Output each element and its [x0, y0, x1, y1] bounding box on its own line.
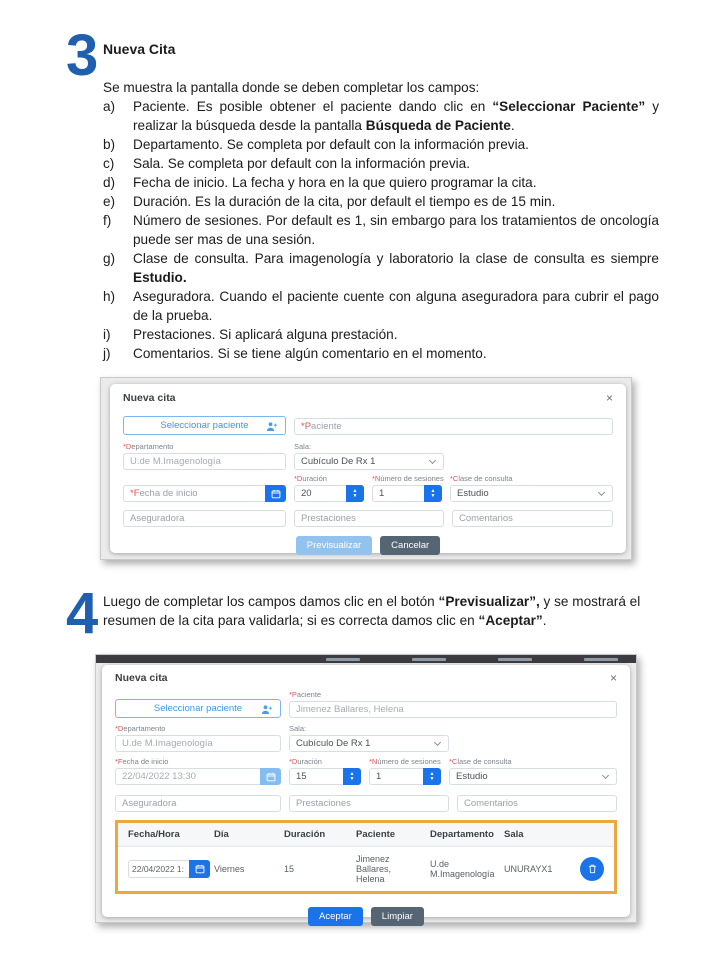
clase-selected-value: Estudio: [457, 488, 489, 499]
step4-paragraph: [103, 592, 643, 630]
spinner-up-icon: ▲: [352, 488, 358, 494]
intro-paragraph: Se muestra la pantalla donde se deben completar los campos:: [103, 80, 480, 95]
list-text: [133, 135, 659, 154]
row-dia: Viernes: [214, 864, 245, 874]
list-marker: e): [103, 194, 116, 209]
spinner-up-icon: ▲: [349, 771, 355, 777]
preview-table: [115, 820, 617, 894]
row-sala: UNURAYX1: [504, 864, 553, 874]
list-text: [133, 192, 659, 211]
text: Comentarios. Si se tiene algún comentario en el momento.: [133, 346, 487, 361]
bold-text: “Previsualizar”,: [438, 594, 540, 609]
list-text: [133, 173, 659, 192]
modal-nueva-cita: [110, 384, 626, 553]
sesiones-stepper[interactable]: [372, 485, 442, 502]
calendar-button[interactable]: [260, 768, 281, 785]
sala-label: Sala:: [289, 724, 307, 733]
text: Fecha de inicio. La fecha y hora en la que quiero programar la cita.: [133, 175, 537, 190]
step-number-4: 4: [66, 581, 99, 646]
select-patient-button[interactable]: [123, 416, 286, 435]
list-text: [133, 325, 659, 344]
sala-select[interactable]: [294, 453, 444, 470]
clase-consulta-label: *Clase de consulta: [449, 757, 512, 766]
aseguradora-input[interactable]: Aseguradora: [115, 795, 281, 812]
paciente-input[interactable]: Jimenez Ballares, Helena: [289, 701, 617, 718]
departamento-input[interactable]: U.de M.Imagenología: [115, 735, 281, 752]
field-description-list: [103, 97, 659, 363]
text: .: [542, 613, 547, 628]
screenshot-new-appointment-empty: [100, 377, 632, 560]
list-item-c: [103, 154, 659, 173]
comentarios-input[interactable]: Comentarios: [452, 510, 613, 527]
row-fecha-field[interactable]: [128, 860, 210, 878]
text: Aseguradora. Cuando el paciente cuente con alguna aseguradora para cubrir el pago de la prueba.: [133, 289, 659, 323]
text: Duración. Es la duración de la cita, por default el tiempo es de 15 min.: [133, 194, 556, 209]
clase-consulta-label: *Clase de consulta: [450, 474, 513, 483]
modal-nueva-cita: [102, 665, 630, 922]
fecha-inicio-input[interactable]: 22/04/2022 13:30: [115, 768, 260, 785]
prestaciones-input[interactable]: Prestaciones: [294, 510, 444, 527]
table-row: [118, 847, 614, 891]
prestaciones-input[interactable]: Prestaciones: [289, 795, 449, 812]
cancelar-button[interactable]: Cancelar: [380, 536, 440, 555]
sala-selected-value: Cubículo De Rx 1: [296, 738, 371, 749]
bold-text: “Aceptar”: [478, 613, 543, 628]
list-item-f: [103, 211, 659, 249]
person-add-icon: [261, 704, 273, 715]
fecha-inicio-label: *Fecha de inicio: [115, 757, 169, 766]
col-header-dia: Día: [214, 829, 229, 840]
calendar-button[interactable]: [189, 860, 210, 878]
duracion-label: *Duración: [289, 757, 322, 766]
duracion-stepper[interactable]: [289, 768, 361, 785]
list-text: [133, 211, 659, 249]
list-marker: c): [103, 156, 115, 171]
col-header-sala: Sala: [504, 829, 524, 840]
list-marker: f): [103, 213, 112, 228]
chevron-down-icon: [598, 488, 605, 495]
list-marker: j): [103, 346, 111, 361]
row-departamento: U.de M.Imagenología: [430, 859, 495, 879]
modal-title: Nueva cita: [123, 392, 176, 404]
text: Prestaciones. Si aplicará alguna prestación.: [133, 327, 398, 342]
spinner-down-icon: ▼: [430, 492, 436, 499]
table-header-row: [118, 823, 614, 847]
spinner-down-icon: ▼: [352, 492, 358, 499]
col-header-paciente: Paciente: [356, 829, 396, 840]
list-marker: d): [103, 175, 116, 190]
chevron-down-icon: [602, 771, 609, 778]
row-paciente: Jimenez Ballares, Helena: [356, 854, 392, 884]
text: Paciente. Es posible obtener el paciente dando clic en: [133, 99, 493, 114]
delete-row-button[interactable]: [580, 857, 604, 881]
select-patient-button[interactable]: [115, 699, 281, 718]
calendar-icon: [266, 772, 276, 782]
departamento-label: *Departamento: [115, 724, 166, 733]
spinner-down-icon: ▼: [429, 775, 435, 782]
duracion-stepper[interactable]: [294, 485, 364, 502]
modal-title: Nueva cita: [115, 672, 168, 684]
background-app-strip: [96, 655, 636, 663]
sala-select[interactable]: [289, 735, 449, 752]
calendar-icon: [195, 864, 205, 874]
list-item-h: [103, 287, 659, 325]
duracion-value[interactable]: 20: [294, 485, 346, 502]
sala-selected-value: Cubículo De Rx 1: [301, 456, 376, 467]
text: .: [510, 118, 515, 133]
sesiones-value[interactable]: 1: [369, 768, 423, 785]
list-text: [133, 287, 659, 325]
close-icon[interactable]: ×: [605, 391, 613, 405]
list-text: [133, 249, 659, 287]
list-marker: i): [103, 327, 111, 342]
text: Clase de consulta. Para imagenología y laboratorio la clase de consulta es siempre: [133, 251, 659, 266]
departamento-input[interactable]: U.de M.Imagenología: [123, 453, 286, 470]
aceptar-button[interactable]: Aceptar: [308, 907, 363, 926]
person-add-icon: [266, 421, 278, 432]
list-item-e: [103, 192, 659, 211]
spinner-buttons[interactable]: [343, 768, 361, 785]
select-patient-label: Seleccionar paciente: [153, 703, 243, 714]
step-number-3: 3: [66, 23, 99, 88]
duracion-value[interactable]: 15: [289, 768, 343, 785]
bold-text: Estudio.: [133, 270, 187, 285]
list-item-g: [103, 249, 659, 287]
list-text: [133, 97, 659, 135]
close-icon[interactable]: ×: [609, 671, 617, 685]
screenshot-new-appointment-preview: [95, 654, 637, 923]
sesiones-stepper[interactable]: [369, 768, 441, 785]
spinner-up-icon: ▲: [429, 771, 435, 777]
text: Sala. Se completa por default con la información previa.: [133, 156, 471, 171]
paciente-input[interactable]: *Paciente: [294, 418, 613, 435]
spinner-buttons[interactable]: [424, 485, 442, 502]
list-marker: b): [103, 137, 116, 152]
sesiones-value[interactable]: 1: [372, 485, 424, 502]
previsualizar-button[interactable]: Previsualizar: [296, 536, 372, 555]
chevron-down-icon: [429, 456, 436, 463]
comentarios-input[interactable]: Comentarios: [457, 795, 617, 812]
spinner-up-icon: ▲: [430, 488, 436, 494]
spinner-down-icon: ▼: [349, 775, 355, 782]
text: Luego de completar los campos damos clic en el botón: [103, 594, 439, 609]
duracion-label: *Duración: [294, 474, 327, 483]
list-text: [133, 344, 659, 363]
text: Número de sesiones. Por default es 1, sin embargo para los tratamientos de oncología puede ser mas de una sesión.: [133, 213, 659, 247]
list-item-a: [103, 97, 659, 135]
calendar-icon: [271, 489, 281, 499]
col-header-fecha-hora: Fecha/Hora: [128, 829, 180, 840]
text: y se mostrará el resumen de la cita para validarla; si es correcta damos clic en: [103, 594, 641, 628]
aseguradora-input[interactable]: Aseguradora: [123, 510, 286, 527]
limpiar-button[interactable]: Limpiar: [371, 907, 424, 926]
chevron-down-icon: [434, 738, 441, 745]
text: y realizar la búsqueda desde la pantalla: [133, 99, 659, 133]
list-marker: h): [103, 289, 116, 304]
select-patient-label: Seleccionar paciente: [160, 420, 249, 431]
bold-text: Búsqueda de Paciente: [365, 118, 511, 133]
bold-text: “Seleccionar Paciente”: [492, 99, 646, 114]
clase-consulta-select[interactable]: [449, 768, 617, 785]
list-item-d: [103, 173, 659, 192]
list-marker: a): [103, 99, 116, 114]
clase-consulta-select[interactable]: [450, 485, 613, 502]
list-item-j: [103, 344, 659, 363]
list-text: [133, 154, 659, 173]
delete-icon: [588, 864, 597, 874]
row-fecha-value[interactable]: 22/04/2022 1:: [128, 860, 189, 878]
departamento-label: *Departamento: [123, 442, 174, 451]
list-marker: g): [103, 251, 116, 266]
col-header-departamento: Departamento: [430, 829, 494, 840]
text: Departamento. Se completa por default con la información previa.: [133, 137, 529, 152]
spinner-buttons[interactable]: [423, 768, 441, 785]
sesiones-label: *Número de sesiones: [372, 474, 444, 483]
col-header-duracion: Duración: [284, 829, 326, 840]
row-duracion: 15: [284, 864, 295, 874]
list-item-i: [103, 325, 659, 344]
sesiones-label: *Número de sesiones: [369, 757, 441, 766]
section-title: Nueva Cita: [103, 41, 176, 57]
calendar-button[interactable]: [265, 485, 286, 502]
paciente-label: *Paciente: [289, 690, 322, 699]
list-item-b: [103, 135, 659, 154]
spinner-buttons[interactable]: [346, 485, 364, 502]
fecha-inicio-input[interactable]: *Fecha de inicio: [123, 485, 265, 502]
clase-selected-value: Estudio: [456, 771, 488, 782]
sala-label: Sala:: [294, 442, 312, 451]
